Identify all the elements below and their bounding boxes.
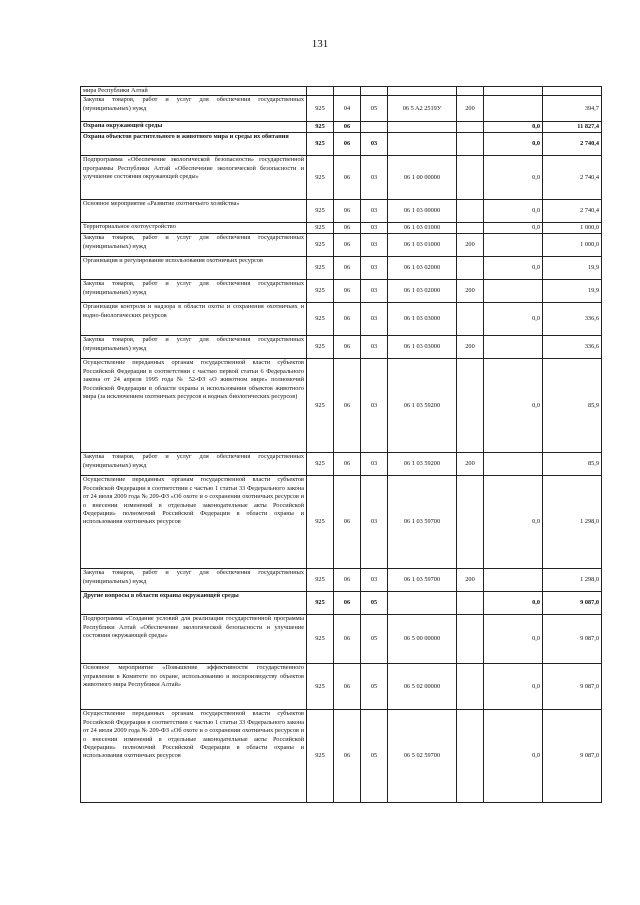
cell-amount-total: 2 740,4 — [543, 200, 602, 223]
cell-ministry-code: 925 — [307, 453, 334, 476]
table-row — [81, 359, 602, 453]
cell-section-code: 06 — [334, 200, 361, 223]
cell-amount-total: 1 000,0 — [543, 223, 602, 234]
cell-target-article: 06 1 03 59200 — [388, 453, 457, 476]
cell-target-article: 06 1 03 00000 — [388, 200, 457, 223]
cell-target-article: 06 5 02 59700 — [388, 710, 457, 803]
table-row — [81, 592, 602, 615]
cell-ministry-code: 925 — [307, 223, 334, 234]
cell-target-article: 06 1 03 03000 — [388, 336, 457, 359]
row-description: Подпрограмма «Создание условий для реализации государственной программы Республики Алтай «Обеспечение экологической безопасности и улучшение состояния окружающей среды» — [81, 615, 307, 664]
cell-expense-type — [457, 615, 484, 664]
cell-amount-federal — [484, 569, 543, 592]
cell-target-article: 06 5 02 00000 — [388, 664, 457, 710]
cell-amount-federal — [484, 234, 543, 257]
cell-section-code: 06 — [334, 303, 361, 336]
row-description: Закупка товаров, работ и услуг для обеспечения государственных (муниципальных) нужд — [81, 336, 307, 359]
cell-target-article — [388, 122, 457, 133]
cell-target-article: 06 1 03 02000 — [388, 280, 457, 303]
cell-amount-federal: 0,0 — [484, 200, 543, 223]
cell-amount-federal — [484, 336, 543, 359]
cell-expense-type — [457, 122, 484, 133]
cell-section-code: 06 — [334, 592, 361, 615]
cell-subsection-code: 03 — [361, 200, 388, 223]
cell-expense-type: 200 — [457, 234, 484, 257]
table-row — [81, 234, 602, 257]
cell-amount-federal: 0,0 — [484, 476, 543, 569]
cell-expense-type — [457, 710, 484, 803]
cell-subsection-code: 03 — [361, 223, 388, 234]
budget-table — [80, 86, 602, 803]
cell-target-article: 06 1 03 59200 — [388, 359, 457, 453]
row-description: Закупка товаров, работ и услуг для обеспечения государственных (муниципальных) нужд — [81, 234, 307, 257]
cell-amount-total: 9 087,0 — [543, 592, 602, 615]
table-row — [81, 200, 602, 223]
cell-subsection-code: 03 — [361, 359, 388, 453]
cell-expense-type: 200 — [457, 336, 484, 359]
cell-section-code: 06 — [334, 280, 361, 303]
cell-amount-federal — [484, 96, 543, 122]
cell-subsection-code: 03 — [361, 303, 388, 336]
cell-target-article: 06 1 03 59700 — [388, 476, 457, 569]
cell-target-article — [388, 133, 457, 156]
table-row — [81, 453, 602, 476]
table-row — [81, 96, 602, 122]
row-description: Организация контроля и надзора в области охоты и сохранения охотничьих и водно-биологических ресурсов — [81, 303, 307, 336]
cell-subsection-code: 03 — [361, 336, 388, 359]
cell-expense-type: 200 — [457, 569, 484, 592]
cell-section-code: 06 — [334, 476, 361, 569]
cell-expense-type — [457, 476, 484, 569]
cell-expense-type — [457, 200, 484, 223]
cell-amount-total — [543, 87, 602, 96]
cell-section-code: 06 — [334, 133, 361, 156]
cell-target-article: 06 1 00 00000 — [388, 156, 457, 200]
cell-section-code: 06 — [334, 156, 361, 200]
row-description: Закупка товаров, работ и услуг для обеспечения государственных (муниципальных) нужд — [81, 453, 307, 476]
cell-subsection-code: 03 — [361, 476, 388, 569]
cell-ministry-code: 925 — [307, 122, 334, 133]
row-description: мира Республики Алтай — [81, 87, 307, 96]
row-description: Закупка товаров, работ и услуг для обеспечения государственных (муниципальных) нужд — [81, 96, 307, 122]
cell-amount-federal — [484, 280, 543, 303]
cell-expense-type — [457, 223, 484, 234]
cell-ministry-code: 925 — [307, 476, 334, 569]
cell-expense-type: 200 — [457, 453, 484, 476]
cell-subsection-code: 05 — [361, 96, 388, 122]
cell-section-code: 06 — [334, 569, 361, 592]
cell-expense-type — [457, 592, 484, 615]
cell-expense-type — [457, 359, 484, 453]
table-row — [81, 156, 602, 200]
row-description: Другие вопросы в области охраны окружающей среды — [81, 592, 307, 615]
cell-subsection-code — [361, 122, 388, 133]
cell-amount-federal: 0,0 — [484, 122, 543, 133]
table-row — [81, 280, 602, 303]
row-description: Территориальное охотоустройство — [81, 223, 307, 234]
cell-expense-type — [457, 257, 484, 280]
cell-target-article — [388, 87, 457, 96]
cell-section-code: 06 — [334, 223, 361, 234]
cell-subsection-code: 03 — [361, 133, 388, 156]
cell-subsection-code: 03 — [361, 156, 388, 200]
cell-section-code: 06 — [334, 257, 361, 280]
row-description: Закупка товаров, работ и услуг для обеспечения государственных (муниципальных) нужд — [81, 569, 307, 592]
cell-target-article: 06 5 A2 2519У — [388, 96, 457, 122]
cell-amount-total: 85,9 — [543, 359, 602, 453]
cell-ministry-code: 925 — [307, 664, 334, 710]
cell-amount-total: 11 827,4 — [543, 122, 602, 133]
cell-subsection-code: 05 — [361, 664, 388, 710]
cell-amount-federal — [484, 87, 543, 96]
cell-amount-total: 85,9 — [543, 453, 602, 476]
cell-target-article: 06 1 03 01000 — [388, 223, 457, 234]
cell-amount-federal: 0,0 — [484, 223, 543, 234]
cell-amount-federal: 0,0 — [484, 257, 543, 280]
cell-amount-federal: 0,0 — [484, 133, 543, 156]
cell-amount-total: 19,9 — [543, 280, 602, 303]
row-description: Охрана объектов растительного и животного мира и среды их обитания — [81, 133, 307, 156]
cell-amount-federal: 0,0 — [484, 359, 543, 453]
table-row — [81, 569, 602, 592]
cell-section-code: 06 — [334, 710, 361, 803]
cell-subsection-code: 03 — [361, 234, 388, 257]
cell-target-article: 06 1 03 03000 — [388, 303, 457, 336]
cell-amount-total: 2 740,4 — [543, 133, 602, 156]
cell-section-code: 06 — [334, 615, 361, 664]
table-row — [81, 476, 602, 569]
cell-expense-type — [457, 156, 484, 200]
cell-section-code: 06 — [334, 336, 361, 359]
cell-ministry-code: 925 — [307, 234, 334, 257]
table-row — [81, 257, 602, 280]
cell-ministry-code: 925 — [307, 615, 334, 664]
cell-amount-total: 336,6 — [543, 303, 602, 336]
cell-ministry-code: 925 — [307, 592, 334, 615]
row-description: Подпрограмма «Обеспечение экологической безопасности» государственной программы Республики Алтай «Обеспечение экологической безопасности и улучшение состояния окружающей среды» — [81, 156, 307, 200]
cell-ministry-code: 925 — [307, 280, 334, 303]
row-description: Закупка товаров, работ и услуг для обеспечения государственных (муниципальных) нужд — [81, 280, 307, 303]
cell-ministry-code: 925 — [307, 133, 334, 156]
cell-amount-federal — [484, 453, 543, 476]
table-row — [81, 87, 602, 96]
table-row — [81, 303, 602, 336]
row-description: Охрана окружающей среды — [81, 122, 307, 133]
cell-expense-type — [457, 133, 484, 156]
table-row — [81, 133, 602, 156]
cell-ministry-code: 925 — [307, 96, 334, 122]
cell-amount-total: 2 740,4 — [543, 156, 602, 200]
cell-amount-federal: 0,0 — [484, 303, 543, 336]
table-row — [81, 664, 602, 710]
cell-ministry-code: 925 — [307, 303, 334, 336]
page-number: 131 — [311, 38, 329, 50]
cell-expense-type — [457, 303, 484, 336]
table-row — [81, 223, 602, 234]
row-description: Организация и регулирование использования охотничьих ресурсов — [81, 257, 307, 280]
cell-target-article — [388, 592, 457, 615]
cell-subsection-code: 03 — [361, 569, 388, 592]
cell-section-code: 06 — [334, 122, 361, 133]
cell-expense-type: 200 — [457, 96, 484, 122]
row-description: Осуществление переданных органам государственной власти субъектов Российской Федерации в соответствии с частью первой статьи 6 Федерального закона от 24 апреля 1995 года № 52-ФЗ «О животном мире» полномочий Российской Федерации в области охраны и использования объектов животного мира (за исключением охотничьих ресурсов и водных биологических ресурсов) — [81, 359, 307, 453]
cell-target-article: 06 1 03 02000 — [388, 257, 457, 280]
cell-amount-total: 336,6 — [543, 336, 602, 359]
cell-amount-federal: 0,0 — [484, 664, 543, 710]
cell-target-article: 06 5 00 00000 — [388, 615, 457, 664]
row-description: Основное мероприятие «Повышение эффективности государственного управления в Комитете по охране, использованию и воспроизводству объектов животного мира Республики Алтай» — [81, 664, 307, 710]
cell-subsection-code: 05 — [361, 710, 388, 803]
cell-subsection-code: 05 — [361, 615, 388, 664]
cell-subsection-code: 03 — [361, 453, 388, 476]
cell-ministry-code — [307, 87, 334, 96]
table-row — [81, 710, 602, 803]
cell-amount-total: 394,7 — [543, 96, 602, 122]
cell-amount-federal: 0,0 — [484, 615, 543, 664]
cell-amount-total: 1 298,0 — [543, 569, 602, 592]
cell-section-code — [334, 87, 361, 96]
cell-section-code: 06 — [334, 234, 361, 257]
table-row — [81, 336, 602, 359]
cell-ministry-code: 925 — [307, 336, 334, 359]
cell-amount-total: 9 087,0 — [543, 664, 602, 710]
cell-subsection-code: 05 — [361, 592, 388, 615]
cell-target-article: 06 1 03 01000 — [388, 234, 457, 257]
cell-ministry-code: 925 — [307, 569, 334, 592]
cell-section-code: 04 — [334, 96, 361, 122]
row-description: Осуществление переданных органам государственной власти субъектов Российской Федерации в соответствии с частью 1 статьи 33 Федерального закона от 24 июля 2009 года № 209-ФЗ «Об охоте и о сохранении охотничьих ресурсов и о внесении изменений в отдельные законодательные акты Российской Федерации» полномочий Российской Федерации в области охраны и использования охотничьих ресурсов — [81, 710, 307, 803]
row-description: Основное мероприятие «Развитие охотничьего хозяйства» — [81, 200, 307, 223]
cell-amount-federal: 0,0 — [484, 156, 543, 200]
cell-section-code: 06 — [334, 453, 361, 476]
cell-ministry-code: 925 — [307, 359, 334, 453]
cell-ministry-code: 925 — [307, 257, 334, 280]
table-row — [81, 615, 602, 664]
cell-section-code: 06 — [334, 359, 361, 453]
cell-ministry-code: 925 — [307, 156, 334, 200]
cell-subsection-code: 03 — [361, 280, 388, 303]
cell-ministry-code: 925 — [307, 710, 334, 803]
table-row — [81, 122, 602, 133]
cell-amount-federal: 0,0 — [484, 710, 543, 803]
cell-expense-type — [457, 87, 484, 96]
cell-amount-federal: 0,0 — [484, 592, 543, 615]
row-description: Осуществление переданных органам государственной власти субъектов Российской Федерации в соответствии с частью 1 статьи 33 Федерального закона от 24 июля 2009 года № 209-ФЗ «Об охоте и о сохранении охотничьих ресурсов и о внесении изменений в отдельные законодательные акты Российской Федерации» полномочий Российской Федерации в области охраны и использования охотничьих ресурсов — [81, 476, 307, 569]
cell-target-article: 06 1 03 59700 — [388, 569, 457, 592]
cell-amount-total: 1 000,0 — [543, 234, 602, 257]
cell-expense-type: 200 — [457, 280, 484, 303]
cell-ministry-code: 925 — [307, 200, 334, 223]
cell-subsection-code — [361, 87, 388, 96]
cell-expense-type — [457, 664, 484, 710]
cell-amount-total: 9 087,0 — [543, 615, 602, 664]
cell-amount-total: 19,9 — [543, 257, 602, 280]
cell-amount-total: 9 087,0 — [543, 710, 602, 803]
cell-subsection-code: 03 — [361, 257, 388, 280]
cell-section-code: 06 — [334, 664, 361, 710]
cell-amount-total: 1 298,0 — [543, 476, 602, 569]
